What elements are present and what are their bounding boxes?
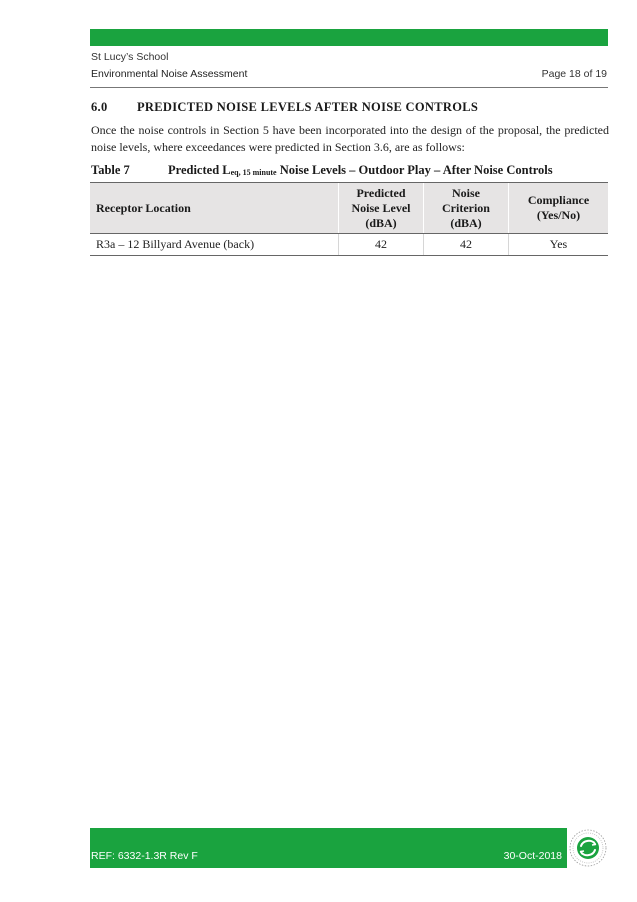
section-title: PREDICTED NOISE LEVELS AFTER NOISE CONTROLS [137,100,479,114]
header-document-title: Environmental Noise Assessment [91,68,248,80]
column-header-noise-criterion [424,183,509,234]
column-header-line: (Yes/No) [536,208,581,222]
header-page-number: Page 18 of 19 [541,68,607,80]
section-number: 6.0 [91,100,108,114]
column-header-receptor-location: Receptor Location [90,183,339,234]
footer-accent-bar [90,828,567,868]
body-paragraph: Once the noise controls in Section 5 have been incorporated into the design of the proposal, the predicted noise levels, where exceedances were predicted in Section 3.6, are as follows: [91,123,609,154]
table-caption-post: Noise Levels – Outdoor Play – After Noise Controls [276,163,553,177]
column-header-compliance [509,183,609,234]
header-accent-bar [90,29,608,46]
column-header-line: Criterion [442,200,490,215]
column-header-line: Predicted [356,185,406,200]
table-caption-label: Table 7 [91,163,130,177]
table-caption-pre: Predicted L [168,163,231,177]
cell-predicted-level: 42 [339,234,424,256]
column-header-line: Compliance [527,193,590,207]
footer-reference: REF: 6332-1.3R Rev F [91,850,198,862]
cell-compliance: Yes [509,234,609,256]
table-header-row [90,183,608,234]
header-divider [90,87,608,88]
column-header-line: Noise [452,185,480,200]
column-header-line: (dBA) [450,215,482,230]
table-row [90,234,608,256]
company-logo-icon [568,828,608,868]
cell-noise-criterion: 42 [424,234,509,256]
noise-levels-table [90,182,608,256]
cell-receptor-location: R3a – 12 Billyard Avenue (back) [90,234,339,256]
footer-date: 30-Oct-2018 [503,850,562,862]
column-header-line: (dBA) [365,215,397,230]
section-heading [91,100,478,115]
column-header-line: Noise Level [351,200,411,215]
table-caption-subscript: eq, 15 minute [230,168,277,177]
column-header-predicted-noise-level [339,183,424,234]
header-school-name: St Lucy’s School [91,51,169,63]
table-caption [91,163,553,178]
